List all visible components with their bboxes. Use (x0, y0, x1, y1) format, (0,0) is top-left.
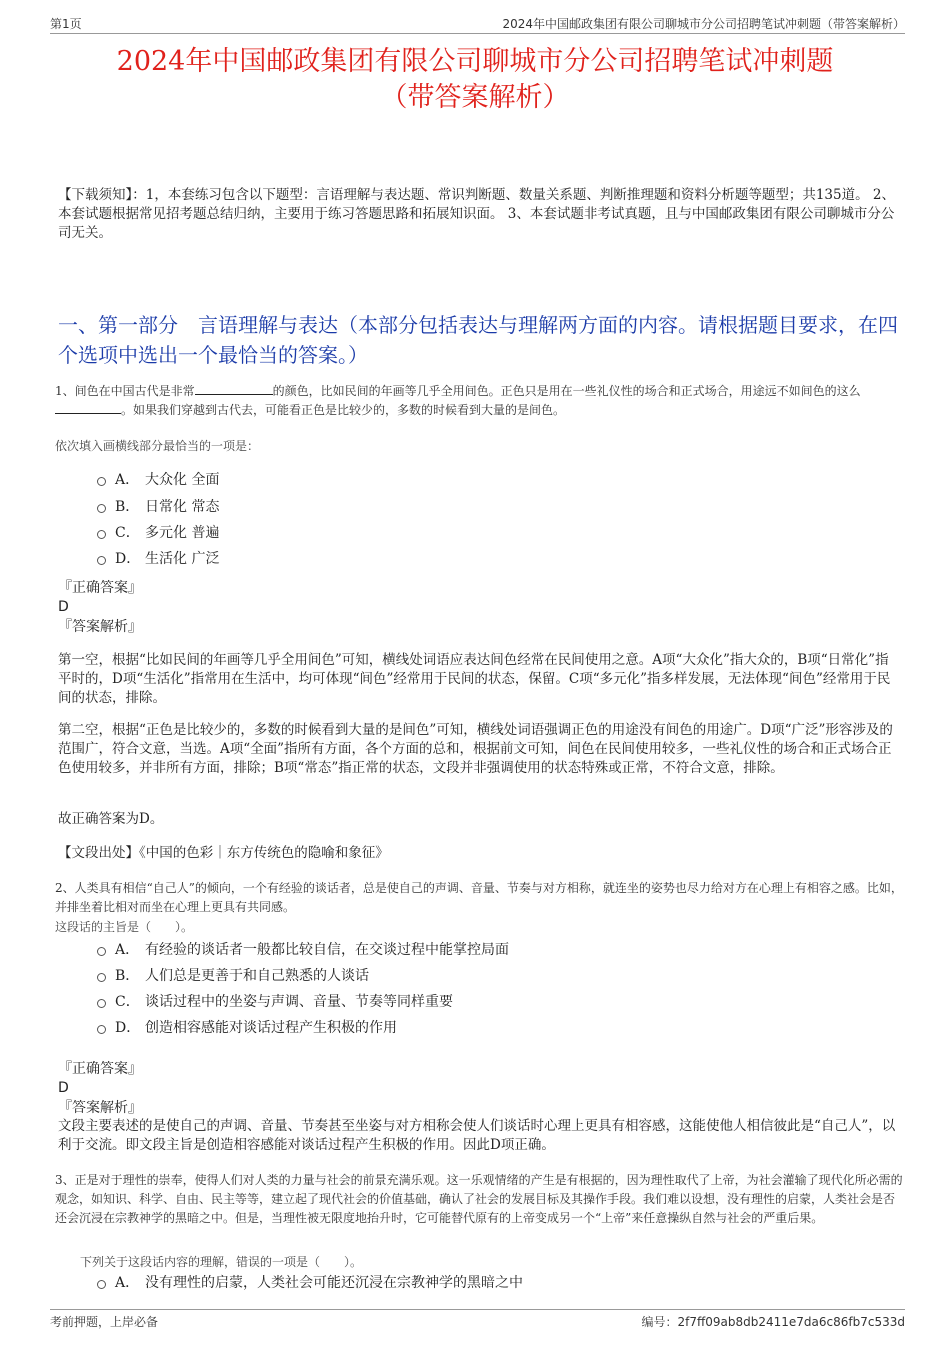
footer-divider (50, 1309, 905, 1310)
q2-option-c[interactable]: C． 谈话过程中的坐姿与声调、音量、节奏等同样重要 (97, 992, 453, 1012)
footer-code: 编号：2f7ff09ab8db2411e7da6c86fb7c533d (641, 1315, 905, 1329)
q1-option-c[interactable]: C． 多元化 普遍 (97, 523, 219, 543)
question-2-prompt: 这段话的主旨是（ ）。 (55, 920, 194, 934)
radio-icon[interactable] (97, 477, 106, 486)
q1-analysis-paragraph-1: 第一空，根据“比如民间的年画等几乎全用间色”可知，横线处词语应表达间色经常在民间使用之意。A项“大众化”指大众的，B项“日常化”指平时的，D项“生活化”指常用在生活中，均可体现“间色”经常用于民间的状态，保留。C项“多元化”指多样发展，无法体现“间色”经常用于民间的状态，排除。 (58, 652, 891, 706)
blank-2 (55, 401, 121, 414)
question-3-prompt: 下列关于这段话内容的理解，错误的一项是（ ）。 (80, 1255, 363, 1269)
q3-option-a[interactable]: A． 没有理性的启蒙，人类社会可能还沉浸在宗教神学的黑暗之中 (97, 1273, 523, 1293)
q2-correct-answer-label: 『正确答案』 (58, 1061, 142, 1077)
q1-conclusion: 故正确答案为D。 (58, 811, 164, 827)
question-2-stem: 2、人类具有相信“自己人”的倾向，一个有经验的谈话者，总是使自己的声调、音量、节奏与对方相称，就连坐的姿势也尽力给对方在心理上有相容之感。比如，并排坐着比相对而坐在心理上更具有共同感。 (55, 881, 903, 914)
page-subtitle: （带答案解析） (380, 82, 570, 113)
header-divider (50, 33, 905, 34)
radio-icon[interactable] (97, 530, 106, 539)
radio-icon[interactable] (97, 973, 106, 982)
question-3-stem: 3、正是对于理性的崇奉，使得人们对人类的力量与社会的前景充满乐观。这一乐观情绪的产生是有根据的，因为理性取代了上帝，为社会灌输了现代化所必需的观念，如知识、科学、自由、民主等等，建立起了现代社会的价值基础，确认了社会的发展目标及其操作手段。我们难以设想，没有理性的启蒙，人类社会是否还会沉浸在宗教神学的黑暗之中。但是，当理性被无限度地抬升时，它可能替代原有的上帝变成另一个“上帝”来任意操纵自然与社会的严重后果。 (55, 1173, 903, 1225)
section-heading: 一、第一部分 言语理解与表达（本部分包括表达与理解两方面的内容。请根据题目要求，在四个选项中选出一个最恰当的答案。） (58, 313, 898, 367)
running-title: 2024年中国邮政集团有限公司聊城市分公司招聘笔试冲刺题（带答案解析） (502, 17, 905, 31)
radio-icon[interactable] (97, 1280, 106, 1289)
q2-option-d[interactable]: D． 创造相容感能对谈话过程产生积极的作用 (97, 1018, 397, 1038)
q1-option-d[interactable]: D． 生活化 广泛 (97, 549, 219, 569)
radio-icon[interactable] (97, 999, 106, 1008)
q2-analysis: 文段主要表述的是使自己的声调、音量、节奏甚至坐姿与对方相称会使人们谈话时心理上更具有相容感，这能使他人相信彼此是“自己人”，以利于交流。即文段主旨是创造相容感能对谈话过程产生积极的作用。因此D项正确。 (58, 1118, 896, 1153)
q2-analysis-label: 『答案解析』 (58, 1100, 142, 1116)
question-1-stem: 1、间色在中国古代是非常 的颜色，比如民间的年画等几乎全用间色。正色只是用在一些礼仪性的场合和正式场合，用途远不如间色的这么。如果我们穿越到古代去，可能看正色是比较少的，多数的时候看到大量的是间色。 (55, 384, 861, 417)
question-1-instruction: 依次填入画横线部分最恰当的一项是： (55, 439, 260, 453)
q1-answer: D (58, 599, 69, 615)
q2-option-a[interactable]: A． 有经验的谈话者一般都比较自信，在交谈过程中能掌控局面 (97, 940, 509, 960)
blank-1 (195, 382, 273, 395)
q1-analysis-paragraph-2: 第二空，根据“正色是比较少的，多数的时候看到大量的是间色”可知，横线处词语强调正色的用途没有间色的用途广。D项“广泛”形容涉及的范围广，符合文意，当选。A项“全面”指所有方面，各个方面的总和，根据前文可知，间色在民间使用较多，一些礼仪性的场合和正式场合正色使用较多，并非所有方面，排除；B项“常态”指正常的状态，文段并非强调使用的状态特殊或正常，不符合文意，排除。 (58, 722, 893, 776)
radio-icon[interactable] (97, 947, 106, 956)
radio-icon[interactable] (97, 504, 106, 513)
q1-correct-answer-label: 『正确答案』 (58, 580, 142, 596)
q2-option-b[interactable]: B． 人们总是更善于和自己熟悉的人谈话 (97, 966, 369, 986)
q1-option-b[interactable]: B． 日常化 常态 (97, 497, 219, 517)
radio-icon[interactable] (97, 1025, 106, 1034)
download-notice: 【下载须知】：1，本套练习包含以下题型：言语理解与表达题、常识判断题、数量关系题、判断推理题和资料分析题等题型；共135道。 2、本套试题根据常见招考题总结归纳，主要用于练习答题思路和拓展知识面。 3、本套试题非考试真题，且与中国邮政集团有限公司聊城市分公司无关。 (58, 187, 895, 241)
page-number: 第1页 (50, 17, 82, 31)
q2-answer: D (58, 1080, 69, 1096)
footer-slogan: 考前押题，上岸必备 (50, 1315, 159, 1329)
radio-icon[interactable] (97, 556, 106, 565)
q1-source: 【文段出处】《中国的色彩｜东方传统色的隐喻和象征》 (58, 845, 389, 861)
q1-option-a[interactable]: A． 大众化 全面 (97, 470, 219, 490)
q1-analysis-label: 『答案解析』 (58, 619, 142, 635)
page-title: 2024年中国邮政集团有限公司聊城市分公司招聘笔试冲刺题 (116, 46, 834, 77)
